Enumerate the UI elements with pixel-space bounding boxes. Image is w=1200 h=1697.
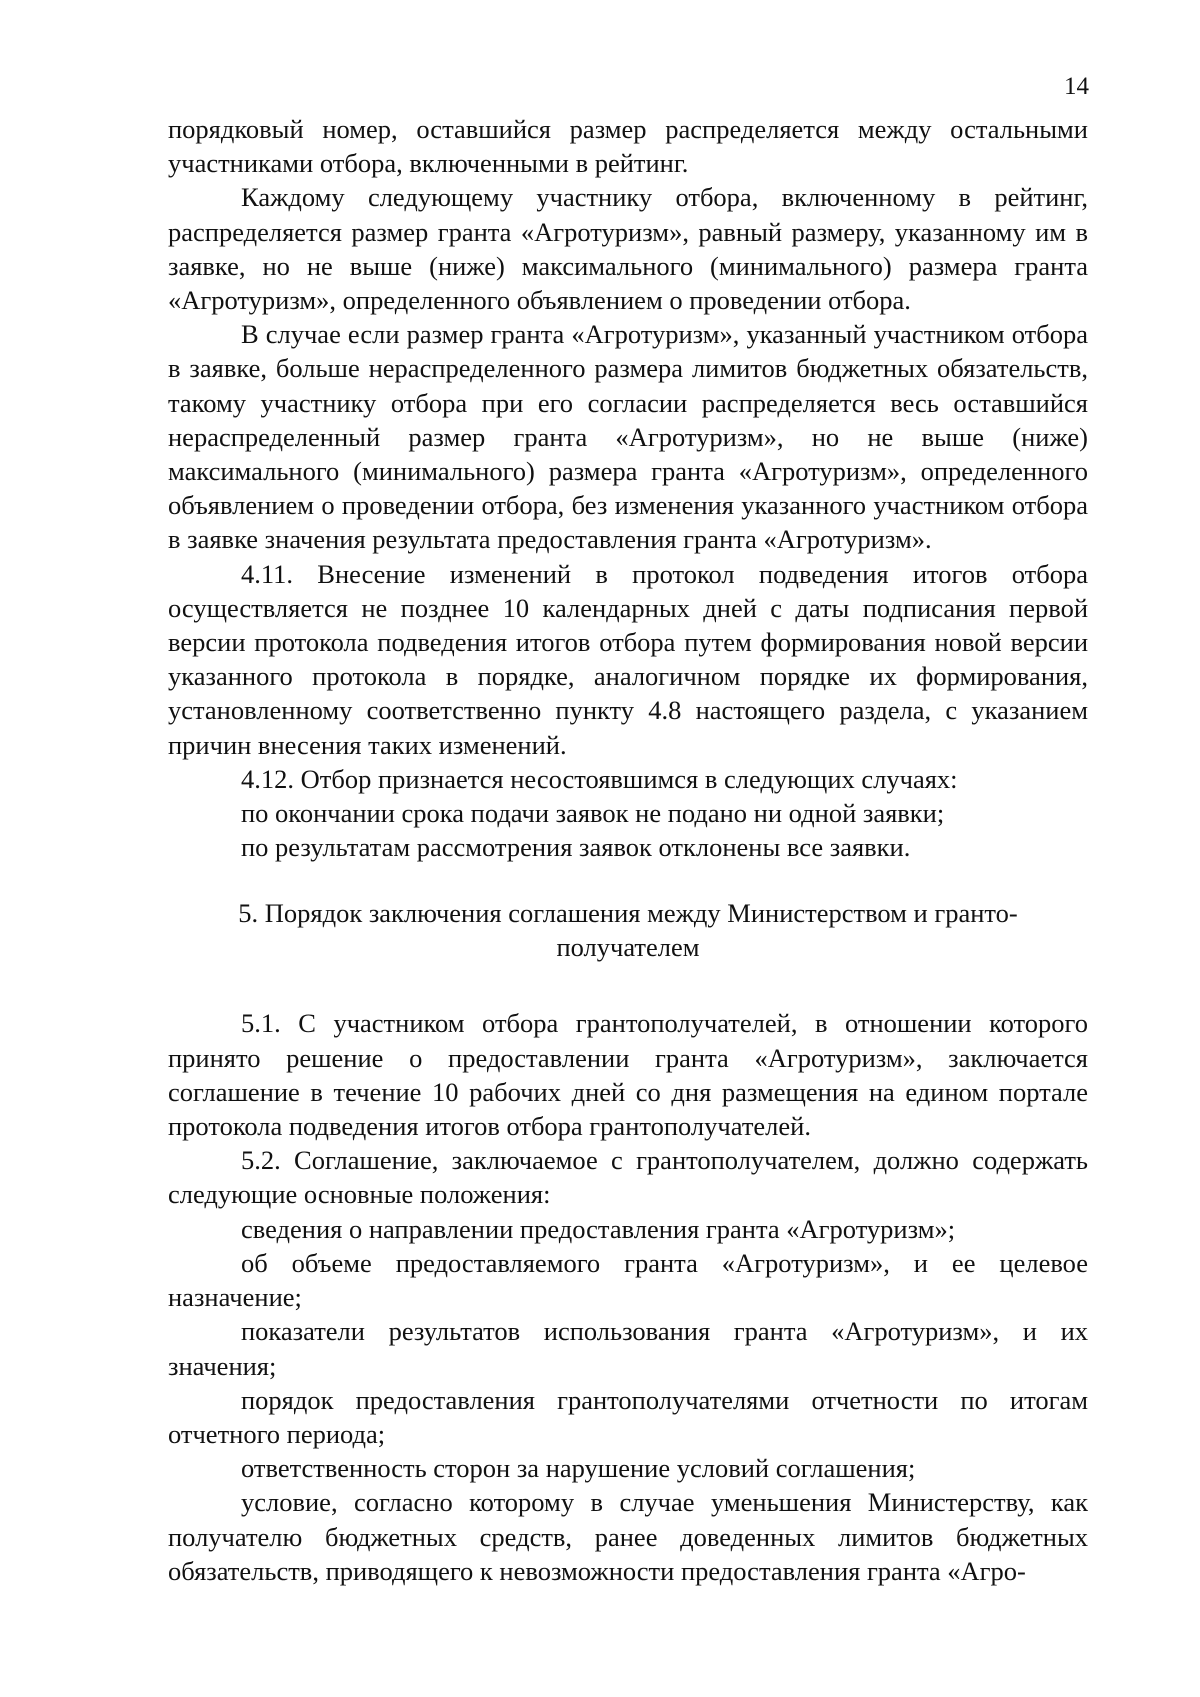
list-item: сведения о направлении предоставления гранта «Агротуризм»;	[241, 1213, 956, 1244]
list-item: об объеме предоставляемого гранта «Агротуризм», и ее целевое назначение;	[168, 1247, 1088, 1313]
list-item: по результатам рассмотрения заявок отклонены все заявки.	[241, 832, 911, 863]
page-number: 14	[1064, 73, 1089, 100]
list-item: условие, согласно которому в случае уменьшения Министерству, как получателю бюджетных средств, ранее доведенных лимитов бюджетных обязательств, приводящего к невозможности предоставления гранта «Агро-	[168, 1487, 1088, 1586]
paragraph-5-2: 5.2. Соглашение, заключаемое с грантополучателем, должно содержать следующие основные положения:	[168, 1145, 1088, 1210]
paragraph-4-12: 4.12. Отбор признается несостоявшимся в следующих случаях:	[241, 763, 958, 794]
list-item: ответственность сторон за нарушение условий соглашения;	[241, 1453, 916, 1484]
paragraph-5-1: 5.1. С участником отбора грантополучателей, в отношении которого принято решение о предоставлении гранта «Агротуризм», заключается соглашение в течение 10 рабочих дней со дня размещения на едином портале протокола подведения итогов отбора грантополучателей.	[168, 1008, 1088, 1142]
section-heading	[168, 896, 1088, 964]
paragraph: порядковый номер, оставшийся размер распределяется между остальными участниками отбора, включенными в рейтинг.	[168, 114, 1088, 179]
paragraph: Каждому следующему участнику отбора, включенному в рейтинг, распределяется размер гранта «Агротуризм», равный размеру, указанному им в заявке, но не выше (ниже) максимального (минимального) размера гранта «Агротуризм», определенного объявлением о проведении отбора.	[168, 182, 1088, 316]
list-item: порядок предоставления грантополучателями отчетности по итогам отчетного периода;	[168, 1384, 1088, 1449]
paragraph-4-11: 4.11. Внесение изменений в протокол подведения итогов отбора осуществляется не позднее 10 календарных дней с даты подписания первой версии протокола подведения итогов отбора путем формирования новой версии указанного протокола в порядке, аналогичном порядке их формирования, установленному соответственно пункту 4.8 настоящего раздела, с указанием причин внесения таких изменений.	[168, 558, 1088, 760]
list-item: показатели результатов использования гранта «Агротуризм», и их значения;	[168, 1316, 1088, 1381]
paragraph: В случае если размер гранта «Агротуризм», указанный участником отбора в заявке, больше нераспределенного размера лимитов бюджетных обязательств, такому участнику отбора при его согласии распределяется весь оставшийся нераспределенный размер гранта «Агротуризм», но не выше (ниже) максимального (минимального) размера гранта «Агротуризм», определенного объявлением о проведении отбора, без изменения указанного участником отбора в заявке значения результата предоставления гранта «Агротуризм».	[168, 319, 1088, 555]
section-heading-line: получателем	[556, 932, 700, 963]
list-item: по окончании срока подачи заявок не подано ни одной заявки;	[241, 798, 945, 829]
document-body	[168, 112, 1088, 1588]
section-heading-line: 5. Порядок заключения соглашения между Министерством и гранто-	[238, 898, 1018, 929]
